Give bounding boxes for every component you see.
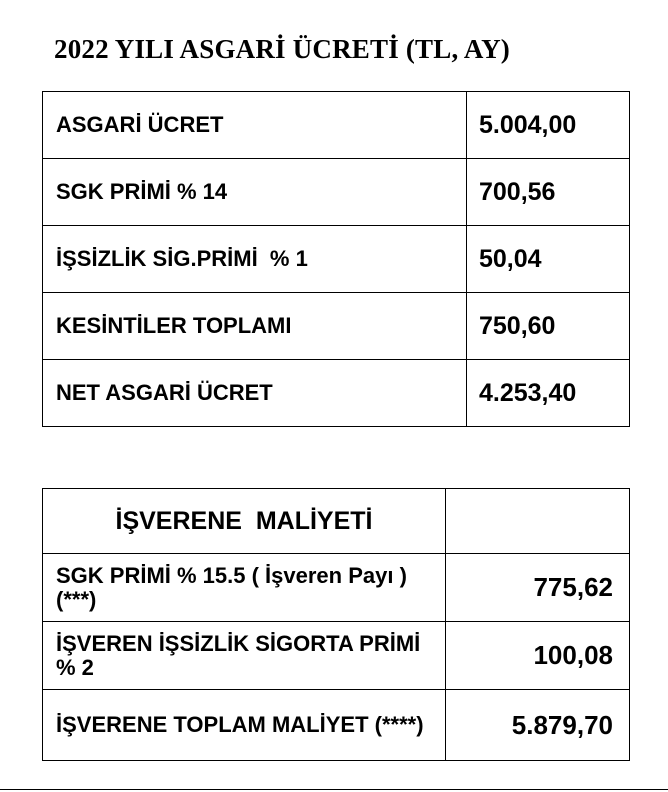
row-value: 50,04 <box>467 226 630 293</box>
row-value: 5.004,00 <box>467 92 630 159</box>
table-row <box>43 554 630 622</box>
table-row <box>43 622 630 690</box>
row-label: İŞSİZLİK SİG.PRİMİ % 1 <box>43 226 467 293</box>
table-row <box>43 690 630 761</box>
row-value: 775,62 <box>446 554 630 622</box>
row-value: 4.253,40 <box>467 360 630 427</box>
table-row <box>43 226 630 293</box>
row-label: NET ASGARİ ÜCRET <box>43 360 467 427</box>
minimum-wage-table <box>42 91 630 427</box>
employer-cost-table <box>42 488 630 761</box>
bottom-divider <box>0 789 668 790</box>
row-label: İŞVEREN İŞSİZLİK SİGORTA PRİMİ % 2 <box>43 622 446 690</box>
row-label: KESİNTİLER TOPLAMI <box>43 293 467 360</box>
table-row <box>43 293 630 360</box>
row-value: 5.879,70 <box>446 690 630 761</box>
page-title: 2022 YILI ASGARİ ÜCRETİ (TL, AY) <box>54 34 510 64</box>
row-value: 700,56 <box>467 159 630 226</box>
row-value: 750,60 <box>467 293 630 360</box>
row-label: SGK PRİMİ % 14 <box>43 159 467 226</box>
empty-header-cell <box>446 489 630 554</box>
row-label: SGK PRİMİ % 15.5 ( İşveren Payı ) (***) <box>43 554 446 622</box>
table-row <box>43 159 630 226</box>
table-row <box>43 360 630 427</box>
row-label: İŞVERENE TOPLAM MALİYET (****) <box>43 690 446 761</box>
table-header: İŞVERENE MALİYETİ <box>43 489 446 554</box>
table-row <box>43 92 630 159</box>
row-value: 100,08 <box>446 622 630 690</box>
table-header-row <box>43 489 630 554</box>
row-label: ASGARİ ÜCRET <box>43 92 467 159</box>
